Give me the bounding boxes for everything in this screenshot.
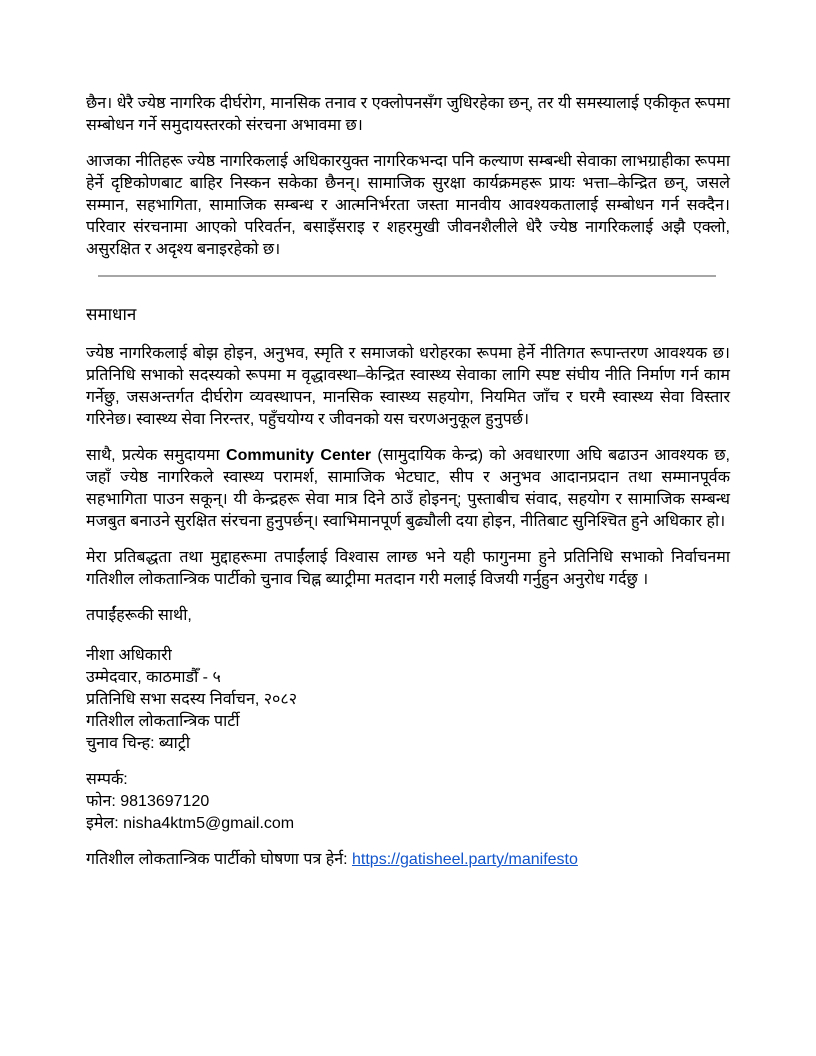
signature-line-party: गतिशील लोकतान्त्रिक पार्टी [86,713,240,730]
solution-paragraph-2-prefix: साथै, प्रत्येक समुदायमा [86,447,227,464]
signature-line-name: नीशा अधिकारी [86,647,172,664]
solution-paragraph-1: ज्येष्ठ नागरिकलाई बोझ होइन, अनुभव, स्मृति र समाजको धरोहरका रूपमा हेर्ने नीतिगत रूपान्तरण आवश्यक छ। प्रतिनिधि सभाको सदस्यको रूपमा म वृद्धावस्था–केन्द्रित स्वास्थ्य सेवाका लागि स्पष्ट संघीय नीति निर्माण गर्न काम गर्नेछु, जसअन्तर्गत दीर्घरोग व्यवस्थापन, मानसिक स्वास्थ्य सहयोग, नियमित जाँच र घरमै स्वास्थ्य सेवा विस्तार गरिनेछ। स्वास्थ्य सेवा निरन्तर, पहुँचयोग्य र जीवनको यस चरणअनुकूल हुनुपर्छ। [86,345,730,428]
closing-salutation: तपाईंहरूकी साथी, [86,607,192,624]
manifesto-link[interactable]: https://gatisheel.party/manifesto [352,851,578,868]
intro-paragraph-2: आजका नीतिहरू ज्येष्ठ नागरिकलाई अधिकारयुक्त नागरिकभन्दा पनि कल्याण सम्बन्धी सेवाका लाभग्राहीका रूपमा हेर्ने दृष्टिकोणबाट बाहिर निस्कन सकेका छैनन्। सामाजिक सुरक्षा कार्यक्रमहरू प्रायः भत्ता–केन्द्रित छन्, जसले सम्मान, सहभागिता, सामाजिक सम्बन्ध र आत्मनिर्भरता जस्ता मानवीय आवश्यकतालाई सम्बोधन गर्न सक्दैन। परिवार संरचनामा आएको परिवर्तन, बसाइँसराइ र शहरमुखी जीवनशैलीले धेरै ज्येष्ठ नागरिकलाई अझै एक्लो, असुरक्षित र अदृश्य बनाइरहेको छ। [86,153,730,258]
signature-line-symbol: चुनाव चिन्ह: ब्याट्री [86,735,190,752]
contact-email: इमेल: nisha4ktm5@gmail.com [86,815,295,832]
section-divider [98,275,716,277]
signature-line-election: प्रतिनिधि सभा सदस्य निर्वाचन, २०८२ [86,691,298,708]
manifesto-note [86,849,730,871]
contact-phone: फोन: 9813697120 [86,793,210,810]
section-heading: समाधान [86,305,137,324]
contact-label: सम्पर्क: [86,771,128,788]
contact-block [86,769,730,835]
signature-line-candidacy: उम्मेदवार, काठमाडौँ - ५ [86,669,221,686]
community-center-bold: Community Center [226,447,372,464]
signature-block [86,645,730,755]
manifesto-label: गतिशील लोकतान्त्रिक पार्टीको घोषणा पत्र हेर्न: [86,851,352,868]
intro-paragraph-1: छैन। धेरै ज्येष्ठ नागरिक दीर्घरोग, मानसिक तनाव र एक्लोपनसँग जुधिरहेका छन्, तर यी समस्यालाई एकीकृत रूपमा सम्बोधन गर्ने समुदायस्तरको संरचना अभावमा छ। [86,95,730,134]
solution-paragraph-2 [86,445,730,533]
solution-paragraph-2-suffix: (सामुदायिक केन्द्र) को अवधारणा अघि बढाउन आवश्यक छ, जहाँ ज्येष्ठ नागरिकले स्वास्थ्य परामर्श, सामाजिक भेटघाट, सीप र अनुभव आदानप्रदान तथा सम्मानपूर्वक सहभागिता पाउन सकून्। यी केन्द्रहरू सेवा मात्र दिने ठाउँ होइनन्; पुस्ताबीच संवाद, सहयोग र सामाजिक सम्बन्ध मजबुत बनाउने सुरक्षित संरचना हुनुपर्छन्। स्वाभिमानपूर्ण बुढ्यौली दया होइन, नीतिबाट सुनिश्चित हुने अधिकार हो। [86,447,731,530]
appeal-paragraph: मेरा प्रतिबद्धता तथा मुद्दाहरूमा तपाईंलाई विश्वास लाग्छ भने यही फागुनमा हुने प्रतिनिधि सभाको निर्वाचनमा गतिशील लोकतान्त्रिक पार्टीको चुनाव चिह्न ब्याट्रीमा मतदान गरी मलाई विजयी गर्नुहुन अनुरोध गर्दछु । [86,549,730,588]
